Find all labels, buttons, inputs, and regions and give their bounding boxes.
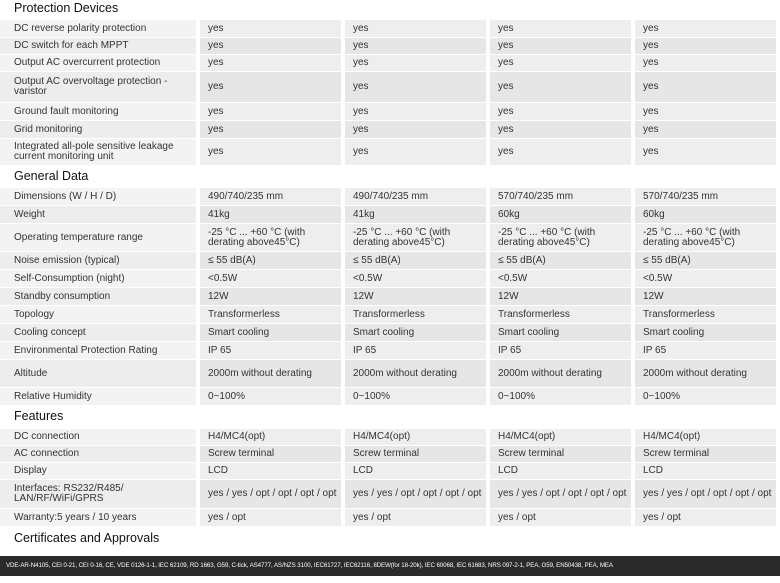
row-cell: 2000m without derating [200, 360, 341, 387]
row-label: Weight [0, 206, 196, 223]
row-cell: Smart cooling [635, 324, 776, 341]
row-cell: yes / yes / opt / opt / opt / opt [345, 480, 486, 508]
row-cell: Screw terminal [490, 446, 631, 462]
row-label: Output AC overcurrent protection [0, 55, 196, 71]
row-label: Warranty:5 years / 10 years [0, 509, 196, 526]
row-cell: IP 65 [635, 342, 776, 359]
row-cell: -25 °C ... +60 °C (with derating above45°C) [490, 224, 631, 251]
row-cell: Smart cooling [345, 324, 486, 341]
row-label: Operating temperature range [0, 224, 196, 251]
row-cell: yes [490, 121, 631, 138]
row-cell: 12W [200, 288, 341, 305]
row-cell: -25 °C ... +60 °C (with derating above45°C) [200, 224, 341, 251]
table-row [0, 509, 780, 527]
row-cell: H4/MC4(opt) [200, 429, 341, 445]
row-cell: yes / opt [635, 509, 776, 526]
row-cell: 12W [490, 288, 631, 305]
row-cell: yes [345, 103, 486, 120]
row-cell: yes [635, 121, 776, 138]
table-row [0, 224, 780, 252]
row-cell: yes / opt [345, 509, 486, 526]
row-cell: 12W [635, 288, 776, 305]
row-cell: ≤ 55 dB(A) [345, 252, 486, 269]
row-cell: yes [200, 121, 341, 138]
row-cell: H4/MC4(opt) [490, 429, 631, 445]
row-cell: yes [345, 139, 486, 165]
row-cell: yes [635, 103, 776, 120]
row-cell: 0~100% [635, 388, 776, 405]
row-cell: yes [200, 103, 341, 120]
row-label: Environmental Protection Rating [0, 342, 196, 359]
row-cell: ≤ 55 dB(A) [635, 252, 776, 269]
row-cell: yes [345, 20, 486, 37]
table-row [0, 388, 780, 406]
table-row [0, 188, 780, 206]
table-row [0, 139, 780, 166]
row-cell: Screw terminal [635, 446, 776, 462]
features-table [0, 429, 780, 527]
row-cell: Screw terminal [345, 446, 486, 462]
row-cell: ≤ 55 dB(A) [200, 252, 341, 269]
row-cell: 0~100% [200, 388, 341, 405]
row-cell: yes [490, 72, 631, 102]
row-cell: IP 65 [490, 342, 631, 359]
row-label: Self-Consumption (night) [0, 270, 196, 287]
row-cell: IP 65 [200, 342, 341, 359]
row-cell: yes [490, 55, 631, 71]
row-cell: yes [200, 72, 341, 102]
row-cell: Smart cooling [490, 324, 631, 341]
row-label: Cooling concept [0, 324, 196, 341]
row-cell: yes [490, 38, 631, 54]
row-cell: LCD [200, 463, 341, 479]
row-label: DC connection [0, 429, 196, 445]
row-cell: yes [490, 20, 631, 37]
table-row [0, 20, 780, 38]
row-cell: LCD [490, 463, 631, 479]
row-cell: -25 °C ... +60 °C (with derating above45°C) [345, 224, 486, 251]
row-cell: yes [345, 121, 486, 138]
table-row [0, 38, 780, 55]
row-label: Grid monitoring [0, 121, 196, 138]
row-cell: Transformerless [635, 306, 776, 323]
row-cell: 0~100% [345, 388, 486, 405]
row-cell: 570/740/235 mm [635, 188, 776, 205]
row-cell: 570/740/235 mm [490, 188, 631, 205]
row-cell: IP 65 [345, 342, 486, 359]
row-cell: Transformerless [490, 306, 631, 323]
row-cell: <0.5W [200, 270, 341, 287]
row-label: Relative Humidity [0, 388, 196, 405]
row-label: Standby consumption [0, 288, 196, 305]
table-row [0, 324, 780, 342]
row-label: Interfaces: RS232/R485/ LAN/RF/WiFi/GPRS [0, 480, 196, 508]
certificates-bar: VDE-AR-N4105, CEI 0-21, CEI 0-16, CE, VDE 0126-1-1, IEC 62109, RD 1663, G59, C-tick, AS4777, AS/NZS 3100, IEC61727, IEC62116, 8DEW(for 18-20k), IEC 60068, IEC 61683, NRS 097-2-1, PEA, G59, EN50438, PEA, MEA [0, 556, 780, 576]
row-cell: <0.5W [635, 270, 776, 287]
row-cell: <0.5W [345, 270, 486, 287]
row-cell: yes [200, 38, 341, 54]
protection-title: Protection Devices [14, 1, 119, 15]
protection-table [0, 20, 780, 166]
general-table [0, 188, 780, 406]
table-row [0, 103, 780, 121]
table-row [0, 270, 780, 288]
row-cell: yes / yes / opt / opt / opt / opt [200, 480, 341, 508]
row-cell: yes / opt [490, 509, 631, 526]
table-row [0, 342, 780, 360]
table-row [0, 360, 780, 388]
row-cell: H4/MC4(opt) [635, 429, 776, 445]
row-cell: Screw terminal [200, 446, 341, 462]
row-cell: Transformerless [345, 306, 486, 323]
row-cell: 60kg [635, 206, 776, 223]
table-row [0, 446, 780, 463]
row-cell: H4/MC4(opt) [345, 429, 486, 445]
row-label: DC reverse polarity protection [0, 20, 196, 37]
row-label: Dimensions (W / H / D) [0, 188, 196, 205]
row-cell: yes [345, 55, 486, 71]
row-cell: <0.5W [490, 270, 631, 287]
row-cell: 0~100% [490, 388, 631, 405]
row-cell: LCD [345, 463, 486, 479]
table-row [0, 121, 780, 139]
row-label: DC switch for each MPPT [0, 38, 196, 54]
table-row [0, 463, 780, 480]
row-cell: yes [490, 139, 631, 165]
table-row [0, 72, 780, 103]
table-row [0, 480, 780, 509]
row-label: Display [0, 463, 196, 479]
row-cell: yes [635, 72, 776, 102]
row-cell: yes / yes / opt / opt / opt / opt [490, 480, 631, 508]
row-cell: 490/740/235 mm [200, 188, 341, 205]
table-row [0, 429, 780, 446]
row-cell: 41kg [345, 206, 486, 223]
row-cell: ≤ 55 dB(A) [490, 252, 631, 269]
row-cell: 12W [345, 288, 486, 305]
row-cell: yes [635, 20, 776, 37]
row-cell: yes [635, 38, 776, 54]
row-cell: yes [345, 38, 486, 54]
table-row [0, 55, 780, 72]
row-label: AC connection [0, 446, 196, 462]
certificates-title: Certificates and Approvals [14, 531, 160, 545]
row-cell: yes / opt [200, 509, 341, 526]
row-cell: 2000m without derating [490, 360, 631, 387]
row-cell: yes [200, 139, 341, 165]
row-label: Altitude [0, 360, 196, 387]
row-cell: 2000m without derating [635, 360, 776, 387]
row-cell: yes [200, 20, 341, 37]
row-cell: 2000m without derating [345, 360, 486, 387]
row-cell: 60kg [490, 206, 631, 223]
row-label: Integrated all-pole sensitive leakage current monitoring unit [0, 139, 196, 165]
table-row [0, 206, 780, 224]
row-label: Topology [0, 306, 196, 323]
general-title: General Data [14, 169, 89, 183]
features-title: Features [14, 409, 64, 423]
row-cell: yes [635, 139, 776, 165]
row-cell: yes [345, 72, 486, 102]
row-label: Noise emission (typical) [0, 252, 196, 269]
row-cell: LCD [635, 463, 776, 479]
row-cell: yes / yes / opt / opt / opt / opt [635, 480, 776, 508]
row-cell: yes [635, 55, 776, 71]
row-cell: Smart cooling [200, 324, 341, 341]
row-cell: -25 °C ... +60 °C (with derating above45°C) [635, 224, 776, 251]
row-cell: 41kg [200, 206, 341, 223]
row-cell: 490/740/235 mm [345, 188, 486, 205]
table-row [0, 306, 780, 324]
table-row [0, 288, 780, 306]
row-label: Output AC overvoltage protection - varistor [0, 72, 196, 102]
row-cell: Transformerless [200, 306, 341, 323]
table-row [0, 252, 780, 270]
row-cell: yes [200, 55, 341, 71]
row-label: Ground fault monitoring [0, 103, 196, 120]
row-cell: yes [490, 103, 631, 120]
